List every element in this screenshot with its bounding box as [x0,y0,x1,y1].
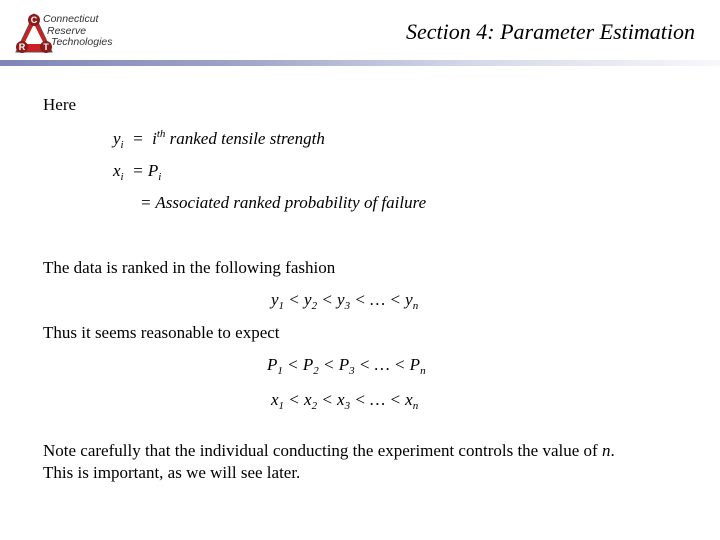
logo-line-3: Technologies [51,36,113,48]
seq-y-s1: 1 [278,300,285,312]
note-period: . [610,441,615,460]
y-meaning: ranked tensile strength [169,129,325,148]
x-var: x [113,161,121,180]
p-sub: i [158,171,162,183]
seq-p-lt1: < P [282,355,314,374]
seq-y-s3: 3 [344,300,351,312]
x-sub: i [120,171,124,183]
header-rule [0,60,720,66]
sequence-p [267,355,426,377]
sequence-y [271,290,418,312]
seq-p-s2: 2 [313,365,319,377]
y-var: y [113,129,121,148]
note-line-1 [43,441,615,461]
seq-x-sn: n [412,400,419,412]
logo-line-1: Connecticut [43,13,99,25]
note-n-var: n [601,441,611,460]
definition-x [113,161,161,183]
seq-x-lt2: < x [317,390,345,409]
seq-x-s2: 2 [311,400,318,412]
seq-y-s2: 2 [311,300,318,312]
note-line-1-text: Note carefully that the individual conducting the experiment controls the value of [43,441,602,460]
y-sup: th [156,128,166,140]
seq-p-lt3: < … < P [354,355,421,374]
seq-p-s1: 1 [277,365,283,377]
note-line-2: This is important, as we will see later. [43,463,301,482]
seq-p-v1: P [267,355,278,374]
x-eq: = P [132,161,159,180]
y-sub: i [120,139,124,151]
seq-x-s3: 3 [344,400,351,412]
seq-p-sn: n [420,365,426,377]
y-index: i [152,129,157,148]
seq-y-v1: y [271,290,279,309]
y-eq: = [132,129,144,148]
ranked-intro: The data is ranked in the following fashion [43,258,336,277]
seq-y-lt1: < y [284,290,312,309]
seq-x-s1: 1 [278,400,285,412]
logo-letter-c: C [30,15,38,25]
seq-p-s3: 3 [349,365,355,377]
seq-y-lt3: < … < y [350,290,413,309]
slide-title: Section 4: Parameter Estimation [405,19,695,44]
logo-letter-r: R [18,42,26,52]
here-label: Here [43,95,77,114]
definition-x-meaning: = Associated ranked probability of failure [140,193,427,212]
thus-text: Thus it seems reasonable to expect [43,323,280,342]
sequence-x [271,390,418,412]
seq-x-v1: x [271,390,279,409]
seq-y-sn: n [412,300,419,312]
definition-y [113,128,325,151]
logo-text [43,14,113,49]
seq-y-lt2: < y [317,290,345,309]
logo-line-2: Reserve [47,24,87,37]
seq-p-lt2: < P [318,355,350,374]
logo-letter-t: T [43,42,49,52]
seq-x-lt1: < x [284,390,312,409]
seq-x-lt3: < … < x [350,390,413,409]
